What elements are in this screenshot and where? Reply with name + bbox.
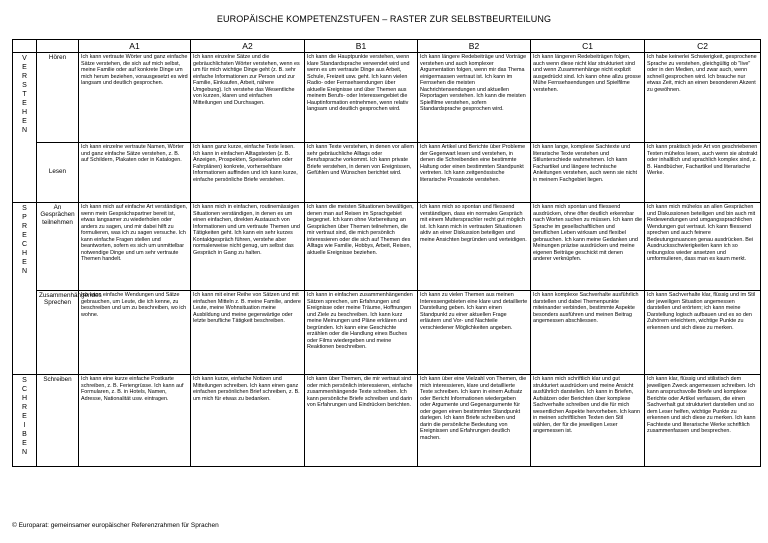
copyright-footer: © Europarat: gemeinsamer europäischer Referenzrahmen für Sprachen — [12, 522, 219, 529]
group-schreiben: S C H R E I B E N — [13, 375, 37, 467]
descriptor-cell: Ich kann mich mühelos an allen Gesprächen und Diskussionen beteiligen und bin auch mit Redewendungen und umgangssprachlichen Wendungen gut vertraut. Ich kann fliessend sprechen und auch feinere Bedeutungsnuancen genau ausdrücken. Bei Ausdrucksschwierigkeiten kann ich so reibungslos wieder ansetzen und umformulieren, dass man es kaum merkt. — [645, 203, 761, 291]
table-row — [13, 291, 761, 375]
descriptor-cell: Ich kann mit einer Reihe von Sätzen und mit einfachen Mitteln z. B. meine Familie, andere Leute, meine Wohnsituation meine Ausbildung und meine gegenwärtige oder letzte berufliche Tätigkeit beschreiben. — [191, 291, 305, 375]
header-row — [13, 40, 761, 53]
descriptor-cell: Ich kann einfache Wendungen und Sätze gebrauchen, um Leute, die ich kenne, zu beschreiben und um zu beschreiben, wo ich wohne. — [79, 291, 191, 375]
descriptor-cell: Ich kann über Themen, die mir vertraut sind oder mich persönlich interessieren, einfache zusammenhängende Texte schreiben. Ich kann persönliche Briefe schreiben und darin von Erfahrungen und Eindrücken berichten. — [305, 375, 418, 467]
corner-cell — [13, 40, 37, 53]
descriptor-cell: Ich kann Artikel und Berichte über Probleme der Gegenwart lesen und verstehen, in denen die Schreibenden eine bestimmte Haltung oder einen bestimmten Standpunkt vertreten. Ich kann zeitgenössische literarische Prosatexte verstehen. — [418, 143, 531, 203]
skill-label: Hören — [37, 53, 79, 143]
table-row — [13, 143, 761, 203]
descriptor-cell: Ich habe keinerlei Schwierigkeit, gesprochene Sprache zu verstehen, gleichgültig ob "live" oder in den Medien, und zwar auch, wenn schnell gesprochen wird. Ich brauche nur etwas Zeit, mich an einen besonderen Akzent zu gewöhnen. — [645, 53, 761, 143]
descriptor-cell: Ich kann praktisch jede Art von geschriebenen Texten mühelos lesen, auch wenn sie abstrakt oder inhaltlich und sprachlich komplex sind, z. B. Handbücher, Fachartikel und literarische Werke. — [645, 143, 761, 203]
skill-label: Lesen — [37, 143, 79, 203]
table-row — [13, 375, 761, 467]
descriptor-cell: Ich kann klar, flüssig und stilistisch dem jeweiligen Zweck angemessen schreiben. Ich kann anspruchsvolle Briefe und komplexe Berichte oder Artikel verfassen, die einen Sachverhalt gut strukturiert darstellen und so dem Leser helfen, wichtige Punkte zu erkennen und sich diese zu merken. Ich kann Fachtexte und literarische Werke schriftlich zusammenfassen und besprechen. — [645, 375, 761, 467]
skill-label: Schreiben — [37, 375, 79, 467]
level-header-c2: C2 — [645, 40, 761, 53]
descriptor-cell: Ich kann längere Redebeiträge und Vorträge verstehen und auch komplexer Argumentation folgen, wenn mir das Thema einigermassen vertraut ist. Ich kann im Fernsehen die meisten Nachrichtensendungen und aktuellen Reportagen verstehen. Ich kann die meisten Spielfilme verstehen, sofern Standardsprache gesprochen wird. — [418, 53, 531, 143]
descriptor-cell: Ich kann die meisten Situationen bewältigen, denen man auf Reisen im Sprachgebiet begegnet. Ich kann ohne Vorbereitung an Gesprächen über Themen teilnehmen, die mir vertraut sind, die mich persönlich interessieren oder die sich auf Themen des Alltags wie Familie, Hobbys, Arbeit, Reisen, aktuelle Ereignisse beziehen. — [305, 203, 418, 291]
descriptor-cell: Ich kann mich auf einfache Art verständigen, wenn mein Gesprächspartner bereit ist, etwas langsamer zu wiederholen oder anders zu sagen, und mir dabei hilft zu formulieren, was ich zu sagen versuche. Ich kann einfache Fragen stellen und beantworten, sofern es sich um unmittelbar notwendige Dinge und um sehr vertraute Themen handelt. — [79, 203, 191, 291]
descriptor-cell: Ich kann mich in einfachen, routinemässigen Situationen verständigen, in denen es um einen einfachen, direkten Austausch von Informationen und um vertraute Themen und Tätigkeiten geht. Ich kann ein sehr kurzes Kontaktgespräch führen, verstehe aber normalerweise nicht genug, um selbst das Gespräch in Gang zu halten. — [191, 203, 305, 291]
descriptor-cell: Ich kann in einfachen zusammenhängenden Sätzen sprechen, um Erfahrungen und Ereignisse oder meine Träume, Hoffnungen und Ziele zu beschreiben. Ich kann kurz meine Meinungen und Pläne erklären und begründen. Ich kann eine Geschichte erzählen oder die Handlung eines Buches oder Films wiedergeben und meine Reaktionen beschreiben. — [305, 291, 418, 375]
descriptor-cell: Ich kann eine kurze einfache Postkarte schreiben, z. B. Feriengrüsse. Ich kann auf Formularen, z. B. in Hotels, Namen, Adresse, Nationalität usw. eintragen. — [79, 375, 191, 467]
page-title: EUROPÄISCHE KOMPETENZSTUFEN – RASTER ZUR SELBSTBEURTEILUNG — [216, 14, 552, 24]
descriptor-cell: Ich kann ganz kurze, einfache Texte lesen. Ich kann in einfachen Alltagstexten (z. B. Anzeigen, Prospekten, Speisekarten oder Fahrplänen) konkrete, vorhersehbare Informationen auffinden und ich kann kurze, einfache persönliche Briefe verstehen. — [191, 143, 305, 203]
descriptor-cell: Ich kann kurze, einfache Notizen und Mitteilungen schreiben. Ich kann einen ganz einfachen persönlichen Brief schreiben, z. B. um mich für etwas zu bedanken. — [191, 375, 305, 467]
descriptor-cell: Ich kann Texte verstehen, in denen vor allem sehr gebräuchliche Alltags oder Berufssprache vorkommt. Ich kann private Briefe verstehen, in denen von Ereignissen, Gefühlen und Wünschen berichtet wird. — [305, 143, 418, 203]
descriptor-cell: Ich kann mich spontan und fliessend ausdrücken, ohne öfter deutlich erkennbar nach Worten suchen zu müssen. Ich kann die Sprache im gesellschaftlichen und beruflichen Leben wirksam und flexibel gebrauchen. Ich kann meine Gedanken und Meinungen präzise ausdrücken und meine eigenen Beiträge geschickt mit denen anderer verknüpfen. — [531, 203, 645, 291]
descriptor-cell: Ich kann einzelne vertraute Namen, Wörter und ganz einfache Sätze verstehen, z. B. auf Schildern, Plakaten oder in Katalogen. — [79, 143, 191, 203]
descriptor-cell: Ich kann vertraute Wörter und ganz einfache Sätze verstehen, die sich auf mich selbst, meine Familie oder auf konkrete Dinge um mich herum beziehen, vorausgesetzt es wird langsam und deutlich gesprochen. — [79, 53, 191, 143]
corner-cell — [37, 40, 79, 53]
group-sprechen: S P R E C H E N — [13, 203, 37, 375]
descriptor-cell: Ich kann Sachverhalte klar, flüssig und im Stil der jeweiligen Situation angemessen darstellen und erörtern; ich kann meine Darstellung logisch aufbauen und es so den Zuhörern erleichtern, wichtige Punkte zu erkennen und sich diese zu merken. — [645, 291, 761, 375]
table-row — [13, 203, 761, 291]
level-header-c1: C1 — [531, 40, 645, 53]
level-header-a2: A2 — [191, 40, 305, 53]
descriptor-cell: Ich kann über eine Vielzahl von Themen, die mich interessieren, klare und detaillierte Texte schreiben. Ich kann in einem Aufsatz oder Bericht Informationen wiedergeben oder Argumente und Gegenargumente für oder gegen einen bestimmten Standpunkt darlegen. Ich kann Briefe schreiben und darin die persönliche Bedeutung von Ereignissen und Erfahrungen deutlich machen. — [418, 375, 531, 467]
descriptor-cell: Ich kann zu vielen Themen aus meinen Interessengebieten eine klare und detaillierte Darstellung geben. Ich kann einen Standpunkt zu einer aktuellen Frage erläutern und Vor- und Nachteile verschiedener Möglichkeiten angeben. — [418, 291, 531, 375]
self-assessment-grid — [12, 39, 761, 467]
descriptor-cell: Ich kann mich so spontan und fliessend verständigen, dass ein normales Gespräch mit einem Muttersprachler recht gut möglich ist. Ich kann mich in vertrauten Situationen aktiv an einer Diskussion beteiligen und meine Ansichten begründen und verteidigen. — [418, 203, 531, 291]
table-row — [13, 53, 761, 143]
descriptor-cell: Ich kann längeren Redebeiträgen folgen, auch wenn diese nicht klar strukturiert sind und wenn Zusammenhänge nicht explizit ausgedrückt sind. Ich kann ohne allzu grosse Mühe Fernsehsendungen und Spielfilme verstehen. — [531, 53, 645, 143]
skill-label: An Gesprächen teilnehmen — [37, 203, 79, 291]
group-verstehen: V E R S T E H E N — [13, 53, 37, 203]
descriptor-cell: Ich kann komplexe Sachverhalte ausführlich darstellen und dabei Themenpunkte miteinander verbinden, bestimmte Aspekte besonders ausführen und meinen Beitrag angemessen abschliessen. — [531, 291, 645, 375]
skill-label: Zusammenhängendes Sprechen — [37, 291, 79, 375]
level-header-b1: B1 — [305, 40, 418, 53]
descriptor-cell: Ich kann einzelne Sätze und die gebräuchlichsten Wörter verstehen, wenn es um für mich wichtige Dinge geht (z. B. sehr einfache Informationen zur Person und zur Familie, Einkaufen, Arbeit, nähere Umgebung). Ich verstehe das Wesentliche von kurzen, klaren und einfachen Mitteilungen und Durchsagen. — [191, 53, 305, 143]
descriptor-cell: Ich kann die Hauptpunkte verstehen, wenn klare Standardsprache verwendet wird und wenn es um vertraute Dinge aus Arbeit, Schule, Freizeit usw. geht. Ich kann vielen Radio- oder Fernsehsendungen über aktuelle Ereignisse und über Themen aus meinem Berufs- oder Interessengebiet die Hauptinformation entnehmen, wenn relativ langsam und deutlich gesprochen wird. — [305, 53, 418, 143]
level-header-a1: A1 — [79, 40, 191, 53]
level-header-b2: B2 — [418, 40, 531, 53]
descriptor-cell: Ich kann mich schriftlich klar und gut strukturiert ausdrücken und meine Ansicht ausführlich darstellen. Ich kann in Briefen, Aufsätzen oder Berichten über komplexe Sachverhalte schreiben und die für mich wesentlichen Aspekte hervorheben. Ich kann in meinen schriftlichen Texten den Stil wählen, der für die jeweiligen Leser angemessen ist. — [531, 375, 645, 467]
descriptor-cell: Ich kann lange, komplexe Sachtexte und literarische Texte verstehen und Stilunterschiede wahrnehmen. Ich kann Fachartikel und längere technische Anleitungen verstehen, auch wenn sie nicht in meinem Fachgebiet liegen. — [531, 143, 645, 203]
